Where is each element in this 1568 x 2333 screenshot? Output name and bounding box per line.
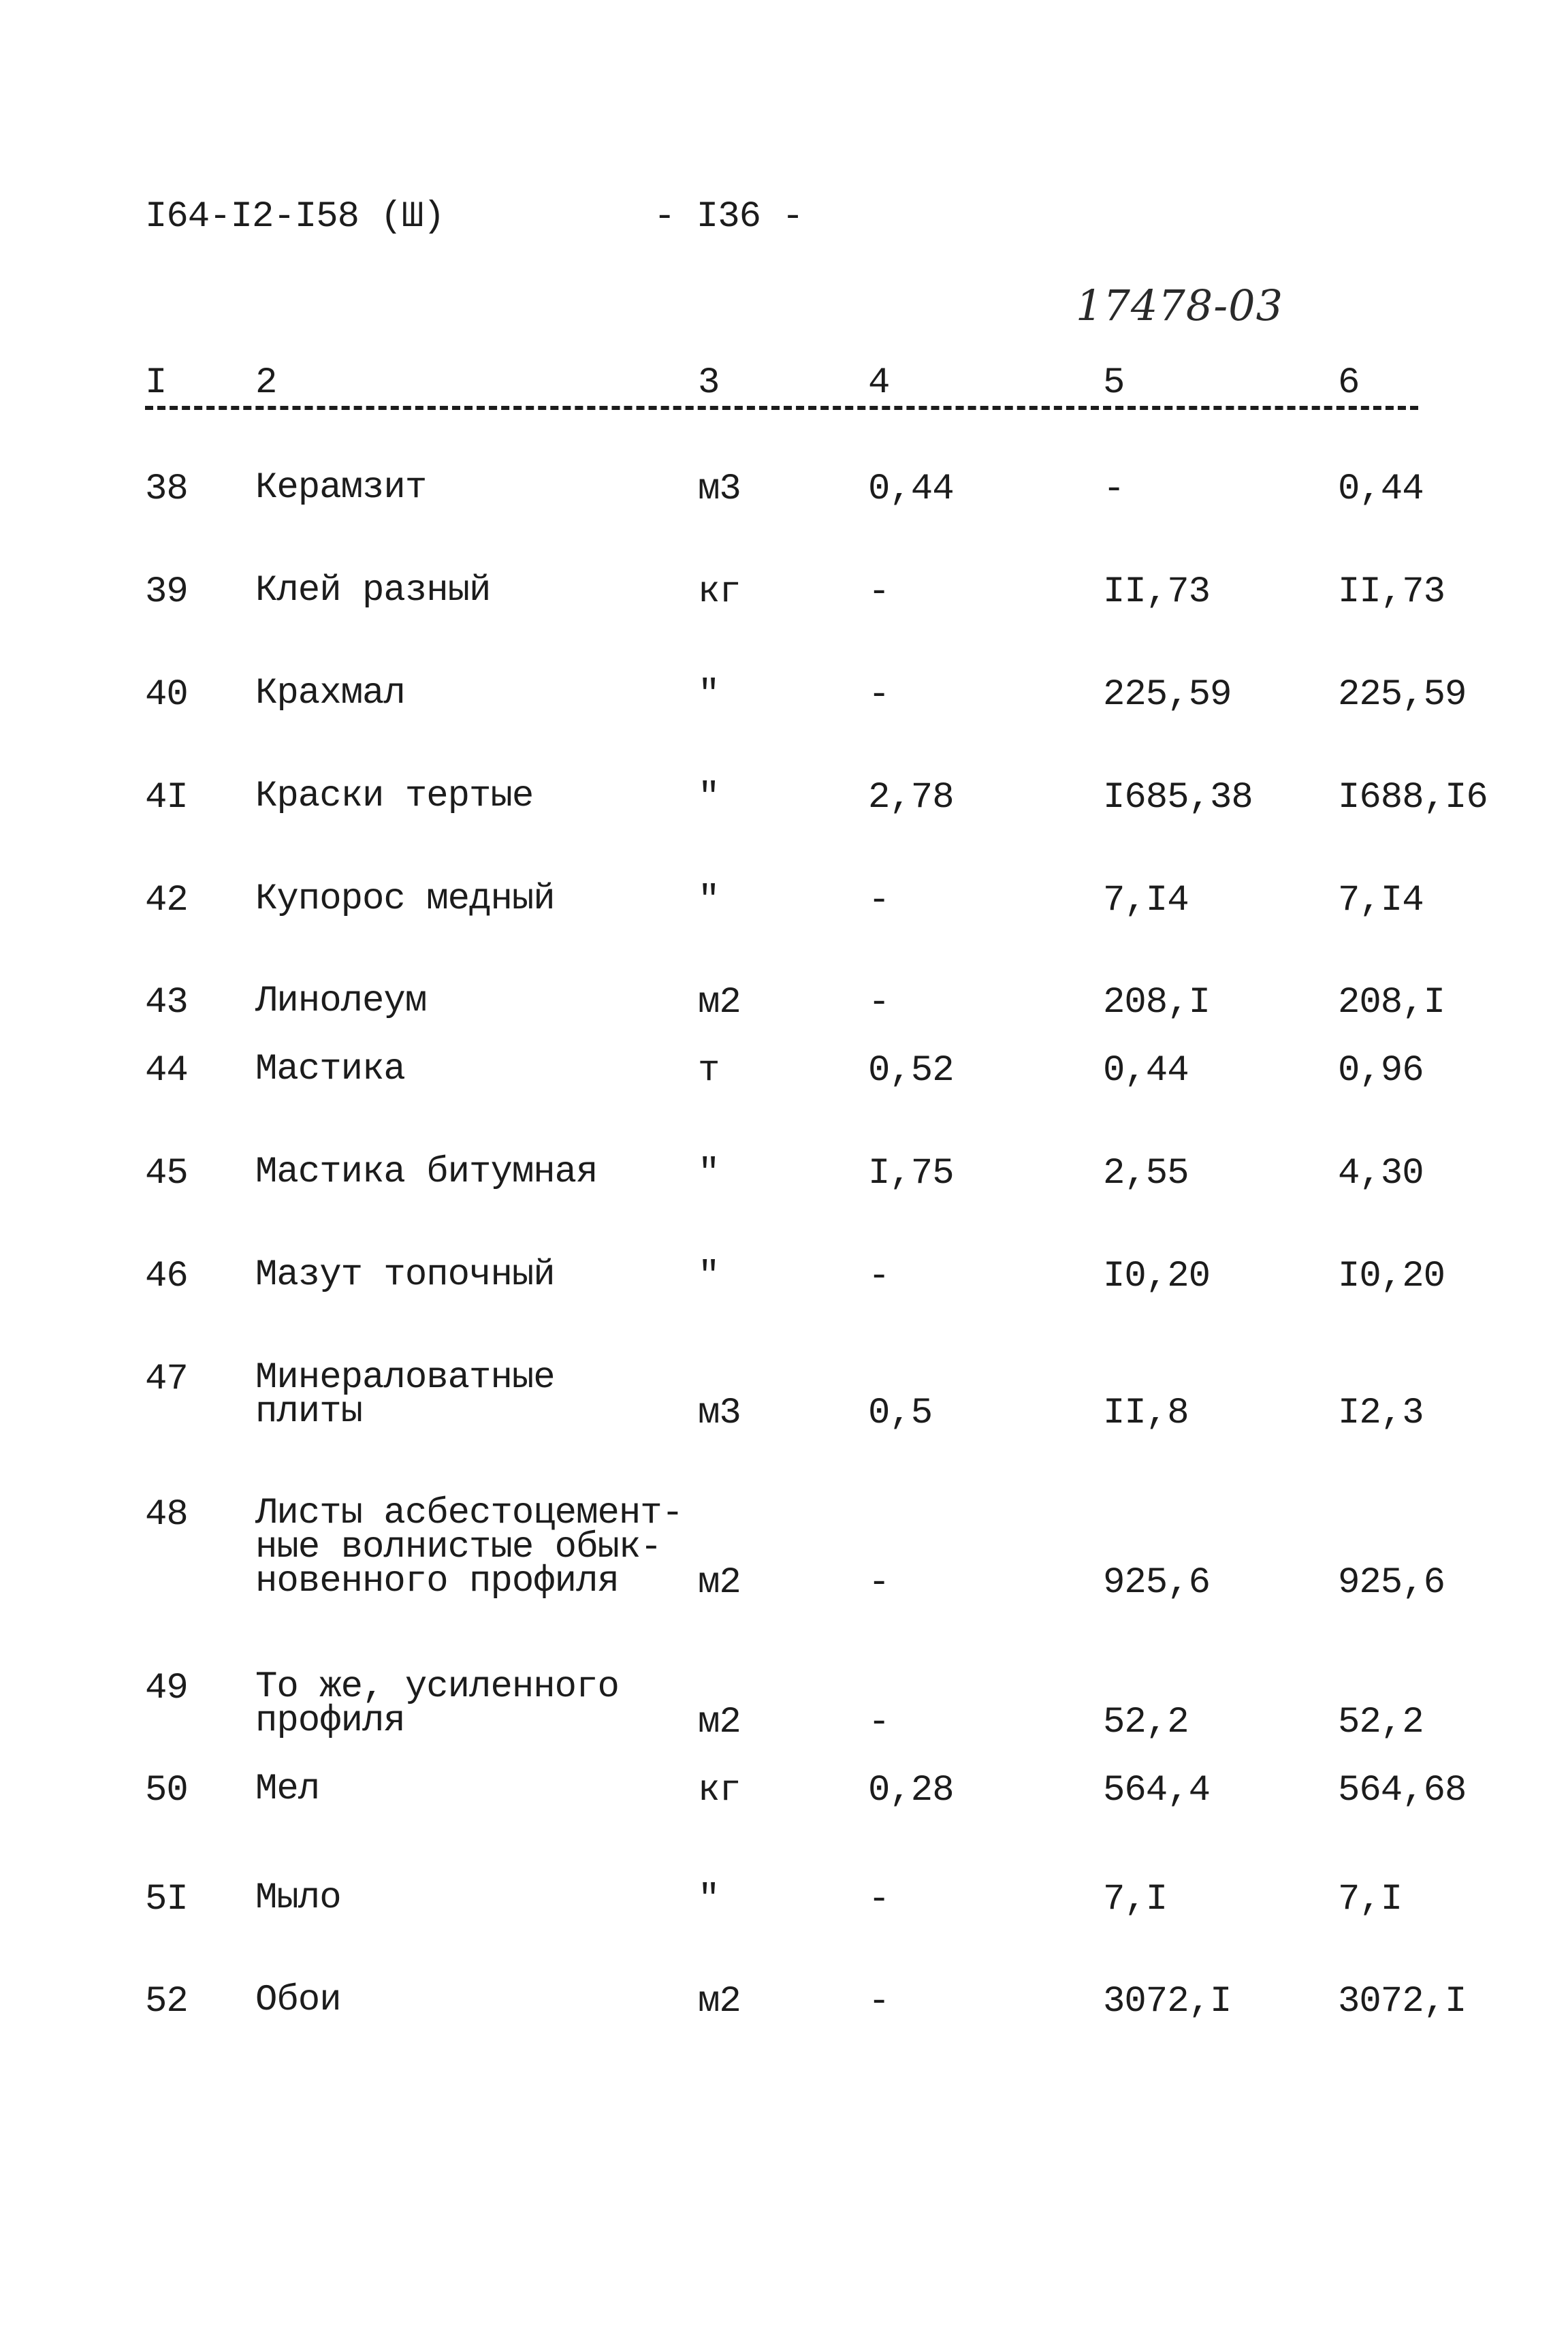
column-5-value: 225,59 [1103,674,1232,716]
column-6-value: I2,3 [1338,1393,1424,1434]
column-4-value: - [868,1256,890,1297]
column-4-value: - [868,1562,890,1604]
row-number: 49 [145,1668,188,1709]
row-number: 43 [145,982,188,1023]
column-4-value: - [868,880,890,921]
unit-of-measure: " [698,1153,720,1194]
column-5-value: 925,6 [1103,1562,1211,1604]
unit-of-measure: " [698,1879,720,1920]
column-6-value: 52,2 [1338,1702,1424,1743]
column-5-value: 564,4 [1103,1770,1211,1811]
column-number-5: 5 [1103,362,1125,404]
row-number: 38 [145,469,188,510]
row-number: 4I [145,777,188,819]
material-name: Обои [255,1980,341,2021]
row-number: 45 [145,1153,188,1194]
column-6-value: II,73 [1338,571,1445,613]
material-name: Краски тертые [255,776,534,817]
column-4-value: - [868,1981,890,2022]
column-6-value: I0,20 [1338,1256,1445,1297]
column-5-value: 7,I4 [1103,880,1189,921]
column-number-3: 3 [698,362,720,404]
row-number: 52 [145,1981,188,2022]
unit-of-measure: м2 [698,1981,741,2022]
column-header-rule [145,406,1418,410]
column-number-4: 4 [868,362,890,404]
column-5-value: I685,38 [1103,777,1253,819]
unit-of-measure: кг [698,571,741,613]
material-name: Клей разный [255,570,491,612]
unit-of-measure: т [698,1050,720,1092]
column-6-value: 225,59 [1338,674,1467,716]
handwritten-note: 17478-03 [1076,281,1284,330]
material-name: Мазут топочный [255,1254,555,1296]
material-name: То же, усиленного профиля [255,1666,619,1742]
column-6-value: 4,30 [1338,1153,1424,1194]
material-name: Купорос медный [255,878,555,920]
row-number: 5I [145,1879,188,1920]
unit-of-measure: м2 [698,982,741,1023]
column-5-value: - [1103,469,1125,510]
unit-of-measure: кг [698,1770,741,1811]
column-5-value: I0,20 [1103,1256,1211,1297]
material-name: Мыло [255,1877,341,1919]
unit-of-measure: " [698,880,720,921]
document-code: I64-I2-I58 (Ш) [145,196,445,238]
column-6-value: 208,I [1338,982,1445,1023]
column-4-value: - [868,1702,890,1743]
row-number: 50 [145,1770,188,1811]
column-number-1: I [145,362,167,404]
row-number: 44 [145,1050,188,1092]
column-4-value: 2,78 [868,777,954,819]
unit-of-measure: м3 [698,469,741,510]
column-number-6: 6 [1338,362,1360,404]
column-5-value: II,8 [1103,1393,1189,1434]
column-4-value: - [868,1879,890,1920]
row-number: 39 [145,571,188,613]
column-4-value: I,75 [868,1153,954,1194]
column-5-value: 2,55 [1103,1153,1189,1194]
column-6-value: 3072,I [1338,1981,1467,2022]
column-4-value: - [868,674,890,716]
column-6-value: 7,I4 [1338,880,1424,921]
column-5-value: 0,44 [1103,1050,1189,1092]
column-4-value: - [868,982,890,1023]
unit-of-measure: м2 [698,1562,741,1604]
material-name: Листы асбестоцемент- ные волнистые обык- новенного профиля [255,1493,684,1602]
row-number: 42 [145,880,188,921]
column-5-value: II,73 [1103,571,1211,613]
column-5-value: 208,I [1103,982,1211,1023]
column-4-value: - [868,571,890,613]
column-4-value: 0,52 [868,1050,954,1092]
column-6-value: I688,I6 [1338,777,1488,819]
column-5-value: 3072,I [1103,1981,1232,2022]
column-4-value: 0,28 [868,1770,954,1811]
material-name: Мастика битумная [255,1152,598,1193]
material-name: Керамзит [255,467,427,509]
row-number: 47 [145,1359,188,1400]
material-name: Минераловатные плиты [255,1357,555,1433]
material-name: Линолеум [255,981,427,1022]
row-number: 40 [145,674,188,716]
column-6-value: 0,96 [1338,1050,1424,1092]
unit-of-measure: " [698,777,720,819]
row-number: 46 [145,1256,188,1297]
column-6-value: 0,44 [1338,469,1424,510]
unit-of-measure: " [698,674,720,716]
material-name: Крахмал [255,673,405,714]
unit-of-measure: м2 [698,1702,741,1743]
column-number-2: 2 [255,362,277,404]
material-name: Мастика [255,1049,405,1090]
column-4-value: 0,5 [868,1393,933,1434]
unit-of-measure: " [698,1256,720,1297]
unit-of-measure: м3 [698,1393,741,1434]
column-6-value: 925,6 [1338,1562,1445,1604]
column-5-value: 7,I [1103,1879,1168,1920]
column-6-value: 564,68 [1338,1770,1467,1811]
page-number: - I36 - [654,196,803,238]
column-6-value: 7,I [1338,1879,1403,1920]
material-name: Мел [255,1768,320,1810]
row-number: 48 [145,1494,188,1536]
column-4-value: 0,44 [868,469,954,510]
column-5-value: 52,2 [1103,1702,1189,1743]
